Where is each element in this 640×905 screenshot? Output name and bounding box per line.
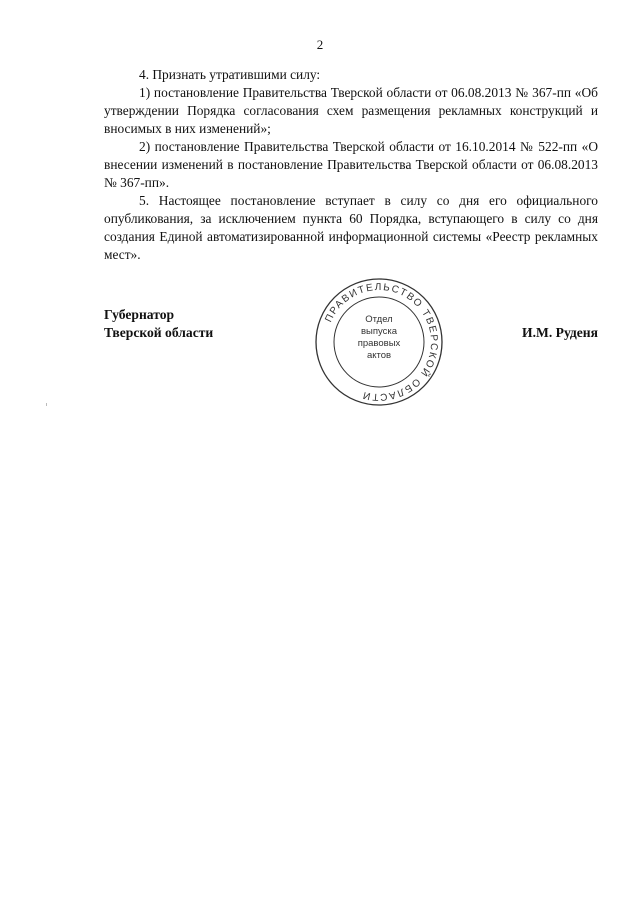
stamp-line-3: правовых: [357, 338, 401, 349]
paragraph-subitem-1: 1) постановление Правительства Тверской области от 06.08.2013 № 367-пп «Об утверждении Порядка согласования схем размещения рекламных конструкций и вносимых в них изменений»;: [104, 85, 598, 136]
signatory-title-line-1: Губернатор: [104, 307, 175, 322]
signatory-title: [104, 306, 213, 342]
page-number: 2: [316, 37, 324, 52]
scan-artifact: [46, 403, 47, 406]
signatory-title-line-2: Тверской области: [104, 325, 214, 340]
stamp-line-2: выпуска: [360, 326, 398, 337]
paragraph-item-5: 5. Настоящее постановление вступает в силу со дня его официального опубликования, за исключением пункта 60 Порядка, вступающего в силу со дня создания Единой автоматизированной информационной системы «Реестр рекламных мест».: [104, 193, 598, 262]
paragraph-subitem-2: 2) постановление Правительства Тверской области от 16.10.2014 № 522-пп «О внесении изменений в постановление Правительства Тверской области от 06.08.2013 № 367-пп».: [104, 139, 598, 190]
stamp-line-4: актов: [366, 350, 392, 361]
signatory-name: И.М. Руденя: [522, 325, 598, 340]
official-stamp: [314, 277, 444, 407]
svg-text:ПРАВИТЕЛЬСТВО ТВЕРСКОЙ ОБЛАСТИ: ПРАВИТЕЛЬСТВО ТВЕРСКОЙ ОБЛАСТИ: [323, 281, 440, 403]
stamp-line-1: Отдел: [365, 314, 393, 325]
stamp-center-text: [344, 314, 414, 362]
paragraph-item-4: 4. Признать утратившими силу:: [139, 67, 321, 82]
document-body: [104, 66, 598, 264]
